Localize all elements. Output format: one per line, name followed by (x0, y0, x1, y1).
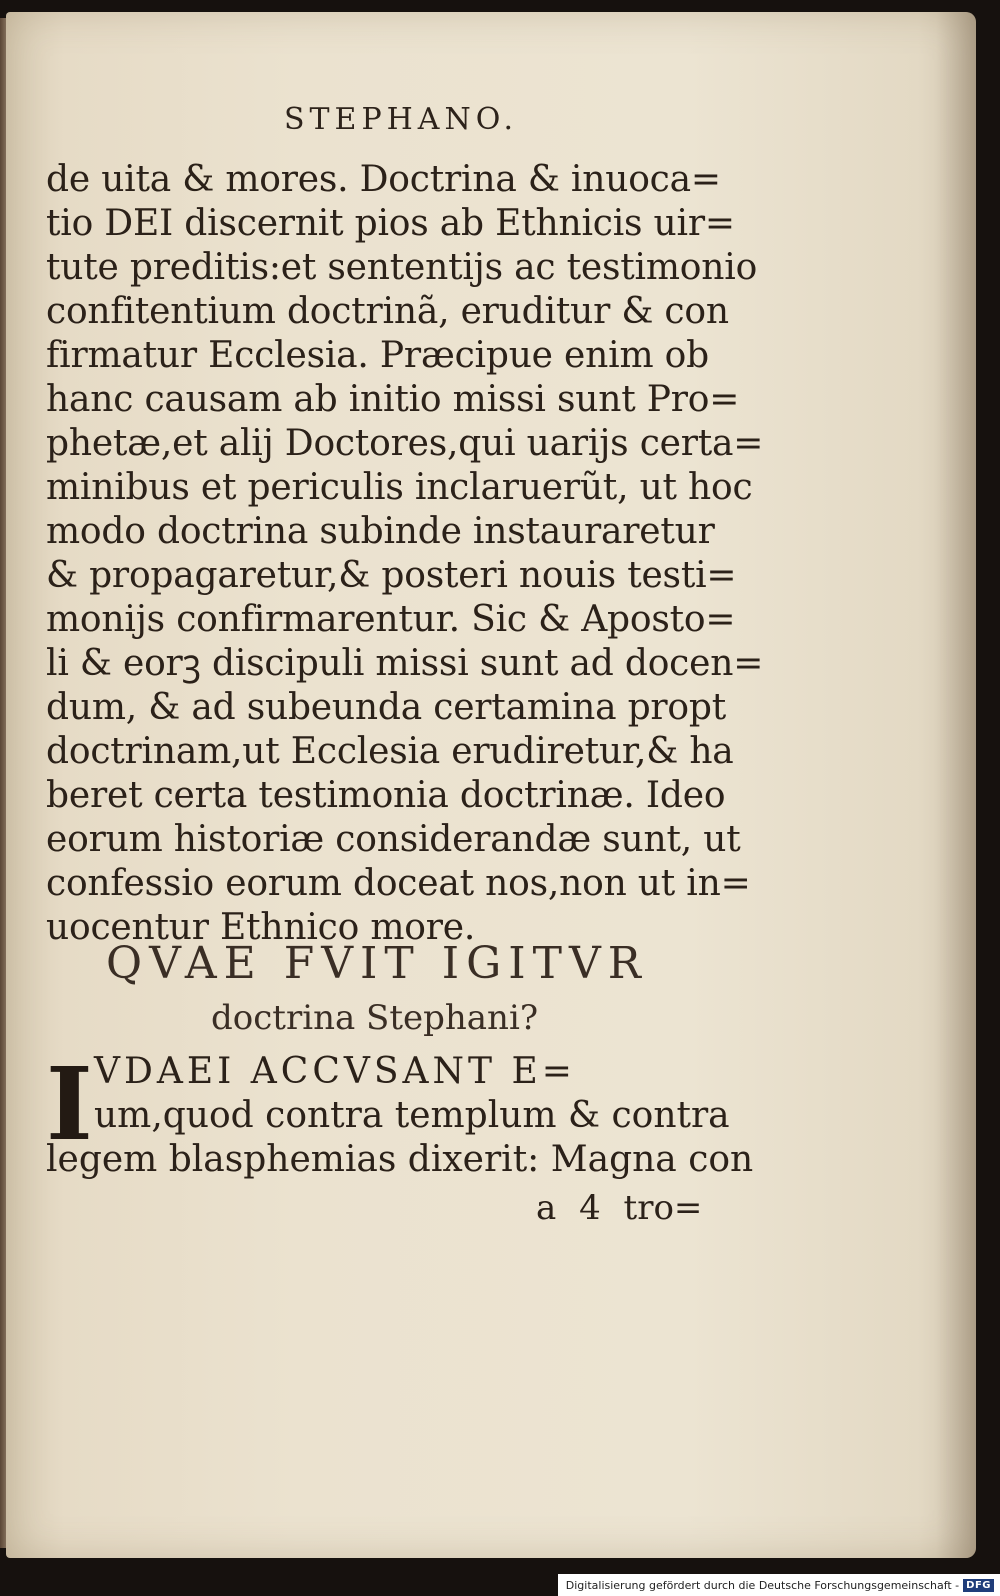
catchline (536, 1188, 702, 1228)
book-page (6, 12, 976, 1558)
text-line: li & eorꝫ discipuli missi sunt ad docen= (46, 643, 764, 684)
text-line: dum, & ad subeunda certamina propt (46, 687, 727, 728)
text-line: uocentur Ethnico more. (46, 907, 476, 948)
text-line: de uita & mores. Doctrina & inuoca= (46, 159, 721, 200)
catchword: tro= (623, 1188, 703, 1228)
text-line: confitentium doctrinã, eruditur & con (46, 291, 729, 332)
dfg-logo: DFG (963, 1579, 994, 1592)
text-line: & propagaretur,& posteri nouis testi= (46, 555, 737, 596)
text-line: minibus et periculis inclaruerũt, ut hoc (46, 467, 753, 508)
funding-footer (558, 1574, 1000, 1596)
text-line: VDAEI ACCVSANT E= (94, 1051, 576, 1092)
text-line: doctrinam,ut Ecclesia erudiretur,& ha (46, 731, 734, 772)
text-line: modo doctrina subinde instauraretur (46, 511, 715, 552)
drop-cap: I (46, 1045, 93, 1163)
text-line: hanc causam ab initio missi sunt Pro= (46, 379, 740, 420)
text-line: phetæ,et alij Doctores,qui uarijs certa= (46, 423, 764, 464)
running-head: STEPHANO. (284, 102, 519, 137)
text-line: tute preditis:et sententijs ac testimonio (46, 247, 758, 288)
text-line: confessio eorum doceat nos,non ut in= (46, 863, 751, 904)
section-subheading: doctrina Stephani? (211, 998, 539, 1038)
text-line: legem blasphemias dixerit: Magna con (46, 1139, 754, 1180)
text-line: eorum historiæ considerandæ sunt, ut (46, 819, 741, 860)
text-line: um,quod contra templum & contra (94, 1095, 730, 1136)
text-line: monijs confirmarentur. Sic & Aposto= (46, 599, 736, 640)
signature-mark: a 4 (536, 1188, 601, 1228)
footer-text: Digitalisierung gefördert durch die Deutsche Forschungsgemeinschaft - (565, 1578, 960, 1592)
second-paragraph (46, 1045, 754, 1182)
body-paragraph (46, 158, 764, 950)
text-line: firmatur Ecclesia. Præcipue enim ob (46, 335, 709, 376)
page-shadow (936, 12, 976, 1558)
section-heading: QVAE FVIT IGITVR (106, 938, 648, 989)
text-line: beret certa testimonia doctrinæ. Ideo (46, 775, 726, 816)
text-line: tio DEI discernit pios ab Ethnicis uir= (46, 203, 735, 244)
